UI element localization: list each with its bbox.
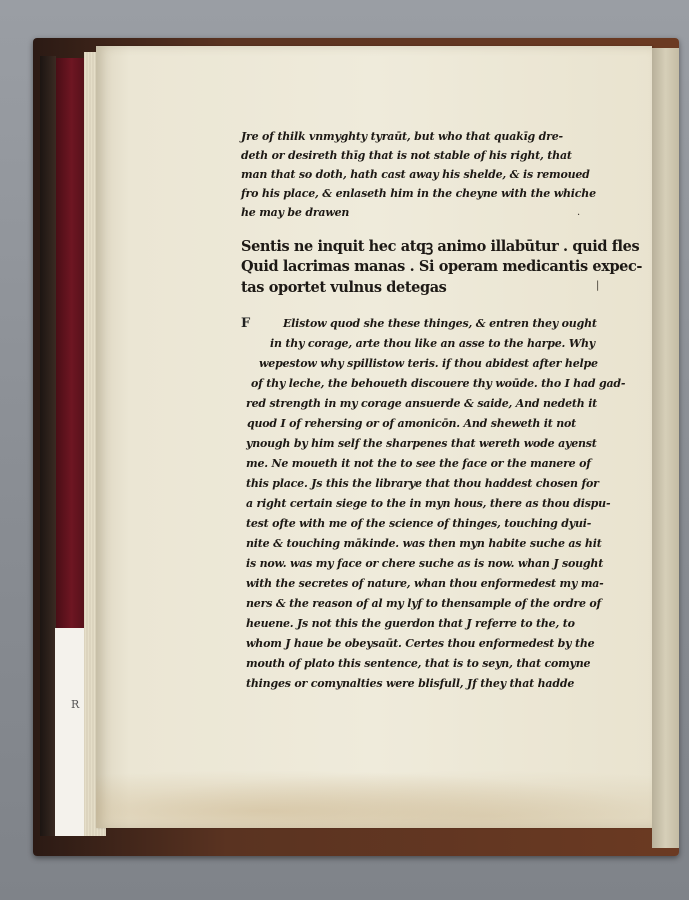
text-line: ners & the reason of al my lyf to thensample of the ordre of [246, 597, 602, 610]
text-line: deth or desireth thīg that is not stable of his right, that [241, 149, 572, 162]
text-line: me. Ne moueth it not the to see the face or the manere of [246, 457, 591, 470]
text-line: mouth of plato this sentence, that is to seyn, that comyne [246, 657, 591, 670]
text-line: with the secretes of nature, whan thou enformedest my ma- [246, 577, 604, 590]
text-line: nite & touching mākinde. was then myn habite suche as hit [246, 537, 602, 550]
latin-line: tas oportet vulnus detegas [241, 279, 447, 296]
guide-letter: F [241, 316, 251, 331]
text-line: red strength in my corage ansuerde & saide, And nedeth it [246, 397, 598, 410]
text-line: wepestow why spillistow teris. if thou abidest after helpe [259, 357, 598, 370]
facing-page-edge [652, 48, 679, 848]
margin-mark: | [596, 280, 600, 291]
text-line: is now. was my face or chere suche as is now. whan J sought [246, 557, 604, 570]
text-line: test ofte with me of the science of thinges, touching dyui- [246, 517, 592, 530]
page-stain [96, 770, 652, 828]
text-line: fro his place, & enlaseth him in the cheyne with the whiche [241, 187, 596, 200]
text-line: quod I of rehersing or of amonicōn. And sheweth it not [247, 417, 577, 430]
margin-mark: · [577, 210, 581, 221]
red-endpaper [56, 58, 84, 628]
text-line: ynough by him self the sharpenes that wereth wode ayenst [246, 437, 597, 450]
text-line: man that so doth, hath cast away his shelde, & is remoued [241, 168, 590, 181]
text-line: Jre of thilk vnmyghty tyraūt, but who that quakīg dre- [241, 130, 563, 143]
text-line: of thy leche, the behoueth discouere thy woūde. tho I had gad- [251, 377, 626, 390]
text-line: this place. Js this the librarye that thou haddest chosen for [246, 477, 599, 490]
text-line: he may be drawen [241, 206, 350, 219]
edge-letter: R [71, 698, 80, 711]
text-line: a right certain siege to the in myn hous, there as thou dispu- [246, 497, 611, 510]
text-line: in thy corage, arte thou like an asse to the harpe. Why [270, 337, 595, 350]
latin-line: Quid lacrimas manas . Si operam medicantis expec- [241, 258, 643, 275]
text-line: whom J haue be obeysaūt. Certes thou enformedest by the [246, 637, 595, 650]
text-line: heuene. Js not this the guerdon that J referre to the, to [246, 617, 575, 630]
flyleaf [55, 628, 85, 836]
text-line: Elistow quod she these thinges, & entren they ought [283, 317, 597, 330]
text-line: thinges or comynalties were blisfull, Jf they that hadde [246, 677, 575, 690]
book-spine [40, 56, 56, 836]
latin-line: Sentis ne inquit hec atqꝫ animo illabūtur . quid fles [241, 238, 640, 255]
